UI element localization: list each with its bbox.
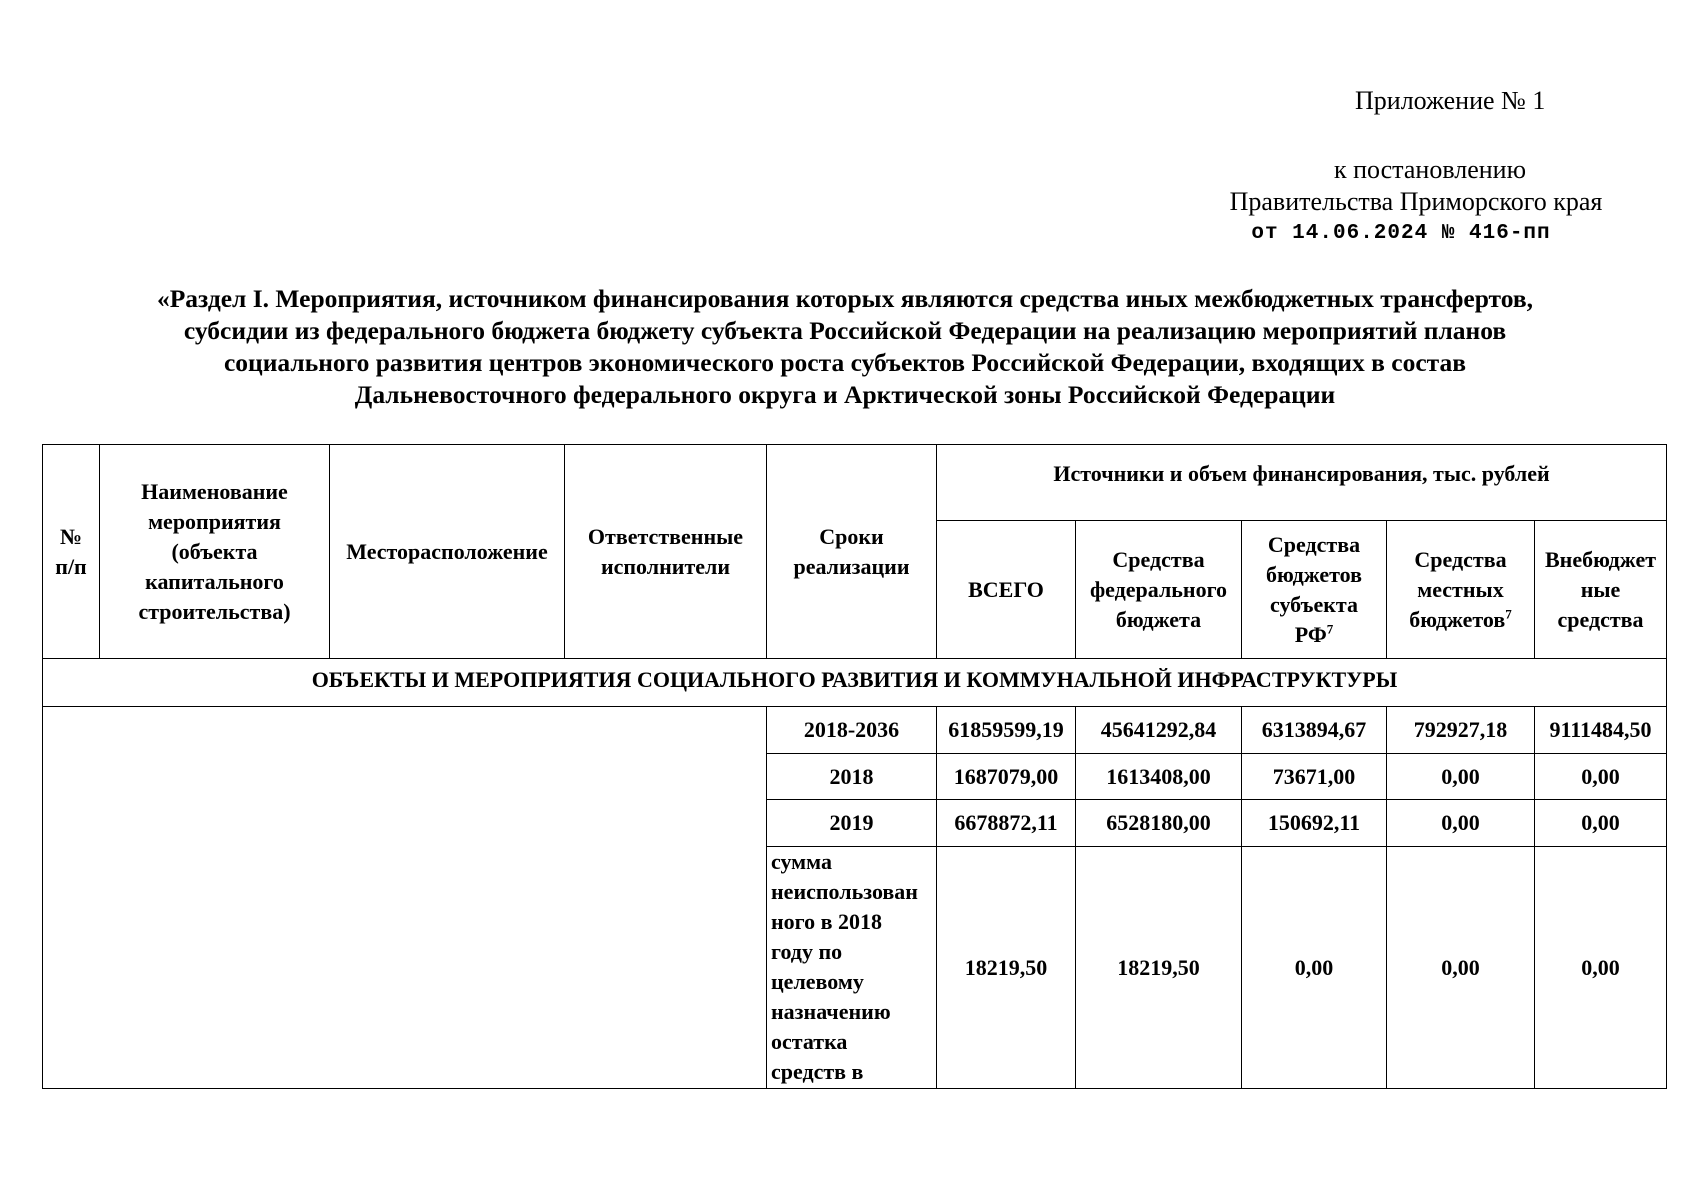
row-extra: 0,00 (1535, 800, 1667, 847)
section-heading: ОБЪЕКТЫ И МЕРОПРИЯТИЯ СОЦИАЛЬНОГО РАЗВИТИЯ И КОММУНАЛЬНОЙ ИНФРАСТРУКТУРЫ (43, 659, 1667, 707)
row-total: 6678872,11 (937, 800, 1076, 847)
header-federal: Средства федерального бюджета (1076, 521, 1242, 659)
row-total: 61859599,19 (937, 707, 1076, 754)
row-period: 2018-2036 (767, 707, 937, 754)
decree-line-1: к постановлению (1333, 155, 1527, 184)
row-total: 1687079,00 (937, 754, 1076, 800)
row-subject: 0,00 (1242, 847, 1387, 1089)
section-title (60, 283, 1630, 411)
empty-merged-cell (43, 707, 767, 1089)
header-terms: Сроки реализации (767, 445, 937, 659)
decree-line-2: Правительства Приморского края (1229, 187, 1603, 216)
row-period: 2018 (767, 754, 937, 800)
row-local: 0,00 (1387, 754, 1535, 800)
row-subject: 6313894,67 (1242, 707, 1387, 754)
row-federal: 6528180,00 (1076, 800, 1242, 847)
header-sources: Источники и объем финансирования, тыс. рублей (937, 445, 1667, 521)
header-executors: Ответственные исполнители (565, 445, 767, 659)
note-period-text: сумма неиспользован ного в 2018 году по целевому назначению остатка средств в (767, 847, 937, 1089)
header-local: Средства местных бюджетов$^7$ (1387, 521, 1535, 659)
row-federal: 18219,50 (1076, 847, 1242, 1089)
decree-reference (1206, 154, 1626, 250)
row-extra: 0,00 (1535, 847, 1667, 1089)
header-event-name: Наименование мероприятия (объекта капитального строительства) (100, 445, 330, 659)
title-line-4: Дальневосточного федерального округа и Арктической зоны Российской Федерации (354, 380, 1336, 409)
title-line-3: социального развития центров экономического роста субъектов Российской Федерации, входящих в состав (223, 348, 1466, 377)
header-subject: Средства бюджетов субъекта $РФ^7$ (1242, 521, 1387, 659)
header-extrabudgetary: Внебюджет ные средства (1535, 521, 1667, 659)
row-subject: 150692,11 (1242, 800, 1387, 847)
table-header-row-1 (43, 445, 1667, 521)
row-local: 0,00 (1387, 847, 1535, 1089)
appendix-label: Приложение № 1 (1355, 86, 1546, 115)
header-location: Месторасположение (330, 445, 565, 659)
row-total: 18219,50 (937, 847, 1076, 1089)
header-number: № п/п (43, 445, 100, 659)
row-extra: 9111484,50 (1535, 707, 1667, 754)
title-line-1: «Раздел I. Мероприятия, источником финансирования которых являются средства иных межбюджетных трансфертов, (156, 284, 1534, 313)
table-row (43, 707, 1667, 754)
title-line-2: субсидии из федерального бюджета бюджету субъекта Российской Федерации на реализацию мероприятий планов (183, 316, 1507, 345)
financing-table (42, 444, 1667, 1089)
row-local: 792927,18 (1387, 707, 1535, 754)
row-period: 2019 (767, 800, 937, 847)
row-local: 0,00 (1387, 800, 1535, 847)
row-subject: 73671,00 (1242, 754, 1387, 800)
row-federal: 1613408,00 (1076, 754, 1242, 800)
header-total: ВСЕГО (937, 521, 1076, 659)
row-federal: 45641292,84 (1076, 707, 1242, 754)
decree-date-number: от 14.06.2024 № 416-пп (1251, 222, 1551, 245)
section-row (43, 659, 1667, 707)
row-extra: 0,00 (1535, 754, 1667, 800)
